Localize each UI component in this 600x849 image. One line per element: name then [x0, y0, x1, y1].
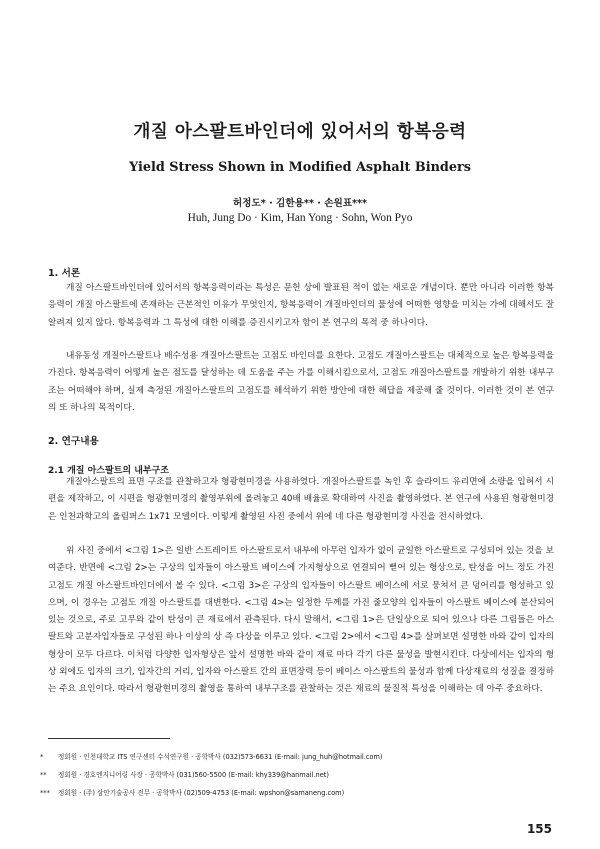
- title-korean: 개질 아스팔트바인더에 있어서의 항복응력: [133, 122, 467, 142]
- authors-english: Huh, Jung Do · Kim, Han Yong · Sohn, Won Pyo: [187, 212, 413, 224]
- footnotes: [40, 748, 560, 802]
- footnote: [40, 766, 560, 784]
- footnote-mark: *: [40, 753, 44, 761]
- section-2-paragraph-2: 위 사진 중에서 <그림 1>은 일반 스트레이트 아스팔트로서 내부에 아무런 입자가 없이 균일한 아스팔트로 구성되어 있는 것을 보여준다. 반면에 <그림 2>는 구상의 입자들이 아스팔트 베이스에 가지형상으로 연결되어 뻗어 있는 형상으로, 탄성을 어느 정도 가진 고점도 개질 아스팔트바인더에서 볼 수 있다. <그림 3>은 구상의 입자들이 아스팔트 베이스에 서로 뭉쳐서 큰 덩어리를 형성하고 있으며, 이 경우는 고점도 개질 아스팔트를 대변한다. <그림 4>는 일정한 두께를 가진 줄모양의 입자들이 아스팔트 베이스에 분산되어 있는 것으로, 주로 고무와 같이 탄성이 큰 재료에서 관측된다. 다시 말해서, <그림 1>은 단일상으로 되어 있으나 다른 그림들은 아스팔트와 고분자입자들로 구성된 하나 이상의 상 즉 다상을 이루고 있다. <그림 2>에서 <그림 4>를 살펴보면 설명한 바와 같이 입자의 형상이 모두 다르다. 이처럼 다양한 입자형상은 앞서 설명한 바와 같이 재료 마다 각기 다른 물성을 발현시킨다. 다상에서는 입자의 형상 외에도 입자의 크기, 입자간의 거리, 입자와 아스팔트 간의 표면장력 등이 베이스 아스팔트의 물성과 함께 다상재료의 성질을 결정하는 주요 요인이다. 따라서 형광현미경의 촬영을 통하여 내부구조를 관찰하는 것은 재료의 물질적 특성을 이해하는 데 아주 중요하다.: [48, 546, 554, 695]
- authors-korean: 허정도* · 김한용** · 손원표***: [232, 198, 368, 209]
- footnote-text: 정회원 · 경호엔지니어링 사장 · 공학박사 (031)560-5500 (E-mail: khy339@hanmail.net): [58, 771, 329, 779]
- footnote-mark: ***: [40, 789, 50, 797]
- section-1-paragraph-2: 내유동성 개질아스팔트나 배수성용 개질아스팔트는 고점도 바인더를 요한다. 고점도 개질아스팔트는 대체적으로 높은 항복응력을 가진다. 항복응력이 어떻게 높은 점도를 달성하는 데 도움을 주는 가를 이해시킴으로서, 고점도 개질아스팔트를 개발하기 위한 내부구조는 어떠해야 하며, 실제 측정된 개질아스팔트의 고점도를 해석하기 위한 방안에 대한 해답을 제공해 줄 것이다. 이러한 것이 본 연구의 또 하나의 목적이다.: [48, 351, 554, 413]
- footnote: [40, 748, 560, 766]
- footnote-mark: **: [40, 771, 47, 779]
- footnote-divider: [48, 738, 170, 739]
- section-2-1-heading: 2.1 개질 아스팔트의 내부구조: [48, 466, 169, 476]
- section-1-paragraph-1: 개질 아스팔트바인더에 있어서의 항복응력이라는 특성은 문헌 상에 발표된 적이 없는 새로운 개념이다. 뿐만 아니라 이러한 항복응력이 개질 아스팔트에 존재하는 근본적인 이유가 무엇인지, 항복응력이 개질바인더의 물성에 어떠한 영향을 미치는 가에 대해서도 잘 알려져 있지 않다. 항복응력과 그 특성에 대한 이해를 증진시키고자 함이 본 연구의 목적 중 하나이다.: [48, 283, 554, 328]
- footnote-text: 정회원 · 인천대학교 ITS 연구센터 수석연구원 · 공학박사 (032)573-6631 (E-mail: jung_huh@hotmail.com): [58, 753, 383, 761]
- page-number: 155: [526, 822, 552, 836]
- section-2-heading: 2. 연구내용: [48, 436, 99, 447]
- section-2-paragraph-1: 개질아스팔트의 표면 구조를 관찰하고자 형광현미경을 사용하였다. 개질아스팔트를 녹인 후 슬라이드 유리면에 소량을 입혀서 시편을 제작하고, 이 시편을 형광현미경의 촬영부위에 올려놓고 40배 배율로 확대하여 사진을 촬영하였다. 본 연구에 사용된 형광현미경은 인천과학고의 올림퍼스 1x71 모델이다. 이렇게 촬영된 사진 중에서 위에 네 다른 형광현미경 사진을 전시하였다.: [48, 477, 554, 522]
- footnote: [40, 784, 560, 802]
- footnote-text: 정회원 · (주) 삼안기술공사 전무 · 공학박사 (02)509-4753 (E-mail: wpshon@samaneng.com): [58, 789, 345, 797]
- title-english: Yield Stress Shown in Modified Asphalt Binders: [129, 160, 471, 175]
- section-1-heading: 1. 서론: [48, 268, 81, 279]
